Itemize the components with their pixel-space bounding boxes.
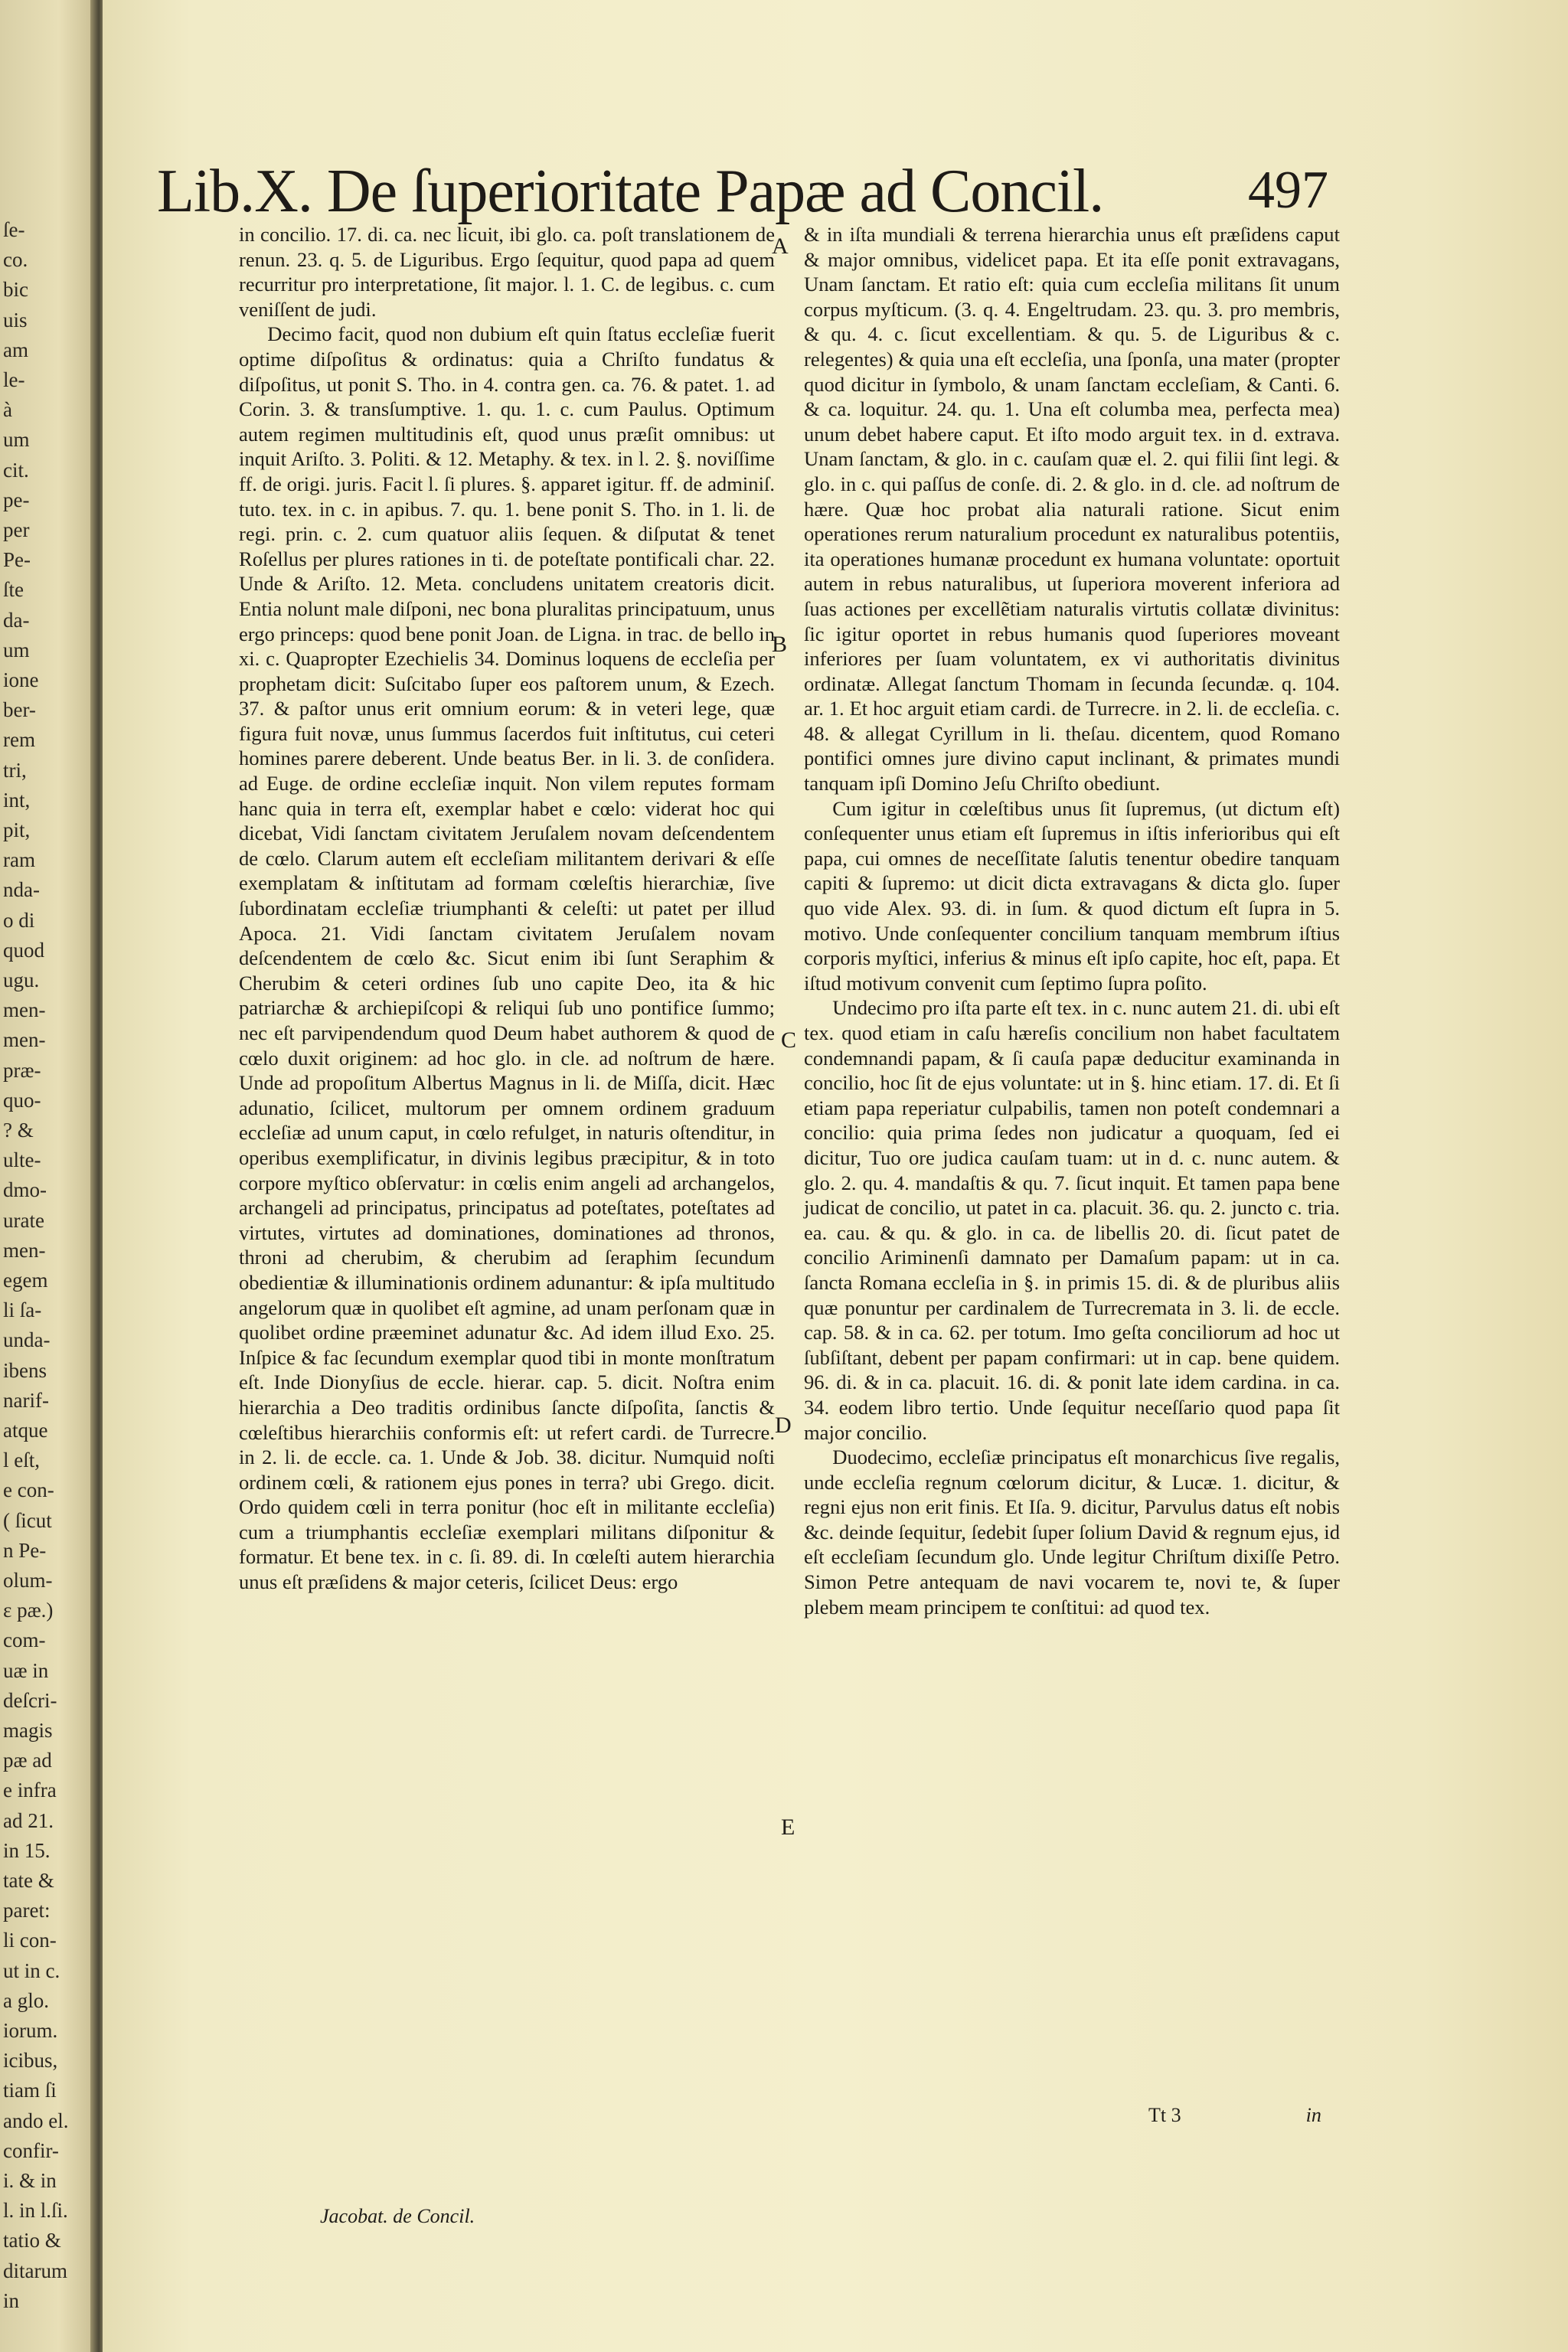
prev-page-fragment: ibens bbox=[3, 1358, 47, 1382]
prev-page-fragment: ? & bbox=[3, 1119, 34, 1142]
text-column-left bbox=[239, 222, 775, 1595]
prev-page-fragment: urate bbox=[3, 1208, 44, 1232]
prev-page-fragment: uis bbox=[3, 308, 28, 332]
prev-page-fragment: ione bbox=[3, 668, 39, 691]
prev-page-fragment: li ſa- bbox=[3, 1298, 42, 1322]
prev-page-fragment: ditarum bbox=[3, 2259, 67, 2282]
prev-page-fragment: icibus, bbox=[3, 2049, 58, 2073]
paragraph: Decimo facit, quod non dubium eſt quin ſtatus eccleſiæ fuerit optime diſpoſitus & ordinatus: quia a Chriſto fundatus & diſpoſitus, ut ponit S. Tho. in 4. contra gen. ca. 76. & patet. 1. ad Corin. 3. & transſumptive. 1. qu. 1. c. cum Paulus. Optimum autem regimen multitudinis eſt, quod unus præſit omnibus: ut inquit Ariſto. 3. Politi. & 12. Metaphy. & tex. in l. 2. §. noviſſime ff. de origi. juris. Facit l. ſi plures. §. apparet igitur. ff. de adminiſ. tuto. tex. in c. in apibus. 7. qu. 1. bene ponit S. Tho. in 1. li. de regi. prin. c. 2. cum quatuor aliis ſequen. & diſputat & tenet Roſellus per plures rationes in ti. de poteſtate pontificali char. 22. Unde & Ariſto. 12. Meta. concludens unitatem creatoris dicit. Entia nolunt male diſponi, nec bona pluralitas principatuum, unus ergo princeps: quod bene ponit Joan. de Ligna. in trac. de bello in xi. c. Quapropter Ezechielis 34. Dominus loquens de eccleſia per prophetam dicit: Suſcitabo ſuper eos paſtorem unum, & Ezech. 37. & paſtor unus erit omnium eorum: & in veteri lege, quæ figura fuit novæ, unus ſummus ſacerdos fuit inſtitutus, cui ceteri homines parere deberent. Unde beatus Ber. in li. 3. de conſidera. ad Euge. de ordine eccleſiæ inquit. Non vilem reputes formam hanc quia in terra eſt, exemplar habet e cœlo: viderat hoc qui dicebat, Vidi ſanctam civitatem Jeruſalem novam deſcendentem de cœlo. Clarum autem eſt eccleſiam militantem derivari & eſſe exemplatam & inſtitutam ad formam cœleſtis hierarchiæ, ſive ſubordinatam eccleſiæ triumphanti & celeſti: ut patet per illud Apoca. 21. Vidi ſanctam civitatem Jeruſalem novam deſcendentem de cœlo &c. Sicut enim ibi ſunt Seraphim & Cherubim & ceteri ordines ſub uno capite Deo, ita & hic patriarchæ & archiepiſcopi & reliqui ſub uno pontifice ſummo; nec eſt parvipendendum quod Deum habet authorem & quod de cœlo duxit originem: ad hoc glo. in cle. ad noſtrum de hære. Unde ad propoſitum Albertus Magnus in li. de Miſſa, dicit. Hæc adunatio, ſcilicet, multorum per omnem ordinem graduum eccleſiæ ad unum caput, in cœlo refulget, in naturis oſtenditur, in operibus exemplificatur, in divinis legibus præcipitur, & in toto corpore myſtico obſervatur: in cœlis enim angeli ad archangelos, archangeli ad principatus, principatus ad poteſtates, poteſtates ad virtutes, virtutes ad dominationes, dominationes ad thronos, throni ad cherubim, & cherubim ad ſeraphim ſecundum obedientiæ & illuminationis ordinem adunantur: & ipſa multitudo angelorum quæ in quolibet eſt agmine, ad unam perſonam quæ in quolibet ordine præeminet adunatur &c. Ad idem illud Exo. 25. Inſpice & fac ſecundum exemplar quod tibi in monte monſtratum eſt. Inde Dionyſius de eccle. hierar. cap. 5. dicit. Noſtra enim hierarchia a Deo traditis ordinibus ſancte diſpoſita, ſanctis & cœleſtibus hierarchiis conformis eſt: ut refert cardi. de Turrecre. in 2. li. de eccle. ca. 1. Unde & Job. 38. dicitur. Numquid noſti ordinem cœli, & rationem ejus pones in terra? ubi Grego. dicit. Ordo quidem cœli in terra ponitur (hoc eſt in militante eccleſia) cum a triumphantis eccleſiæ exemplari militans diſponitur & formatur. Et bene tex. in c. ſi. 89. di. In cœleſti autem hierarchia unus eſt præſidens & major ceteris, ſcilicet Deus: ergo bbox=[239, 322, 775, 1594]
prev-page-fragment: um bbox=[3, 638, 30, 662]
prev-page-fragment: confir- bbox=[3, 2138, 59, 2162]
prev-page-fragment: ut in c. bbox=[3, 1958, 60, 1982]
prev-page-fragment: olum- bbox=[3, 1569, 53, 1592]
prev-page-fragment: pe- bbox=[3, 488, 30, 511]
text-column-right bbox=[804, 222, 1340, 1619]
prev-page-fragment: in 15. bbox=[3, 1838, 51, 1862]
marginal-letter-d: D bbox=[775, 1413, 792, 1438]
prev-page-fragment: ſe- bbox=[3, 218, 25, 241]
prev-page-fragment: i. & in bbox=[3, 2169, 57, 2192]
previous-page-edge bbox=[0, 0, 98, 2352]
page-header bbox=[157, 157, 1328, 230]
prev-page-fragment: nda- bbox=[3, 878, 40, 902]
paragraph: in concilio. 17. di. ca. nec licuit, ibi glo. ca. poſt translationem de renun. 23. q. 5. de Liguribus. Ergo ſequitur, quod papa ad quem recurritur pro interpretatione, ſit major. l. 1. C. de legibus. c. cum veniſſent de judi. bbox=[239, 223, 775, 321]
page-number: 497 bbox=[1248, 161, 1328, 220]
prev-page-fragment: tri, bbox=[3, 758, 27, 782]
prev-page-fragment: quod bbox=[3, 938, 44, 962]
prev-page-fragment: ando el. bbox=[3, 2109, 69, 2132]
prev-page-fragment: com- bbox=[3, 1628, 46, 1652]
prev-page-fragment: deſcri- bbox=[3, 1688, 57, 1712]
prev-page-fragment: ( ſicut bbox=[3, 1508, 52, 1532]
prev-page-fragment: pit, bbox=[3, 818, 31, 841]
prev-page-fragment: tiam ſi bbox=[3, 2079, 57, 2102]
signature-catchword: in bbox=[1305, 2104, 1321, 2126]
prev-page-fragment: co. bbox=[3, 248, 28, 272]
signature-mark-text: Tt 3 bbox=[1148, 2104, 1181, 2126]
prev-page-fragment: ugu. bbox=[3, 969, 40, 991]
paragraph: & in iſta mundiali & terrena hierarchia unus eſt præſidens caput & major omnibus, videlicet papa. Et ita eſſe ponit extravagans, Unam ſanctam. Et ratio eſt: quia cum eccleſia militans ſit unum corpus myſticum. (3. q. 4. Engeltrudam. 23. qu. 3. pro membris, & qu. 4. c. ſicut excellentiam. & qu. 5. de Liguribus & c. relegentes) & quia una eſt eccleſia, una ſponſa, una mater (propter quod dicitur in ſymbolo, & unam ſanctam eccleſiam, & Canti. 6. & ca. loquitur. 24. qu. 1. Una eſt columba mea, perfecta mea) unum debet habere caput. Et iſto modo arguit tex. in d. extrava. Unam ſanctam, & glo. in c. cauſam quæ el. 2. qui filii ſint legi. & glo. in c. qui paſſus de conſe. di. 2. & glo. in d. cle. ad noſtrum de hære. Quæ hoc probat alia naturali ratione. Sicut enim operationes rerum naturalium procedunt ex naturalibus potentiis, ita operationes humanæ procedunt ex humana voluntate: oportuit autem in rebus naturalibus, ut ſuperiora moverent inferiora ad ſuas actiones per excellẽtiam naturalis virtutis collatæ divinitus: ſic igitur oportet in rebus humanis quod ſuperiores moveant inferiores per ſuam voluntatem, ex vi authoritatis divinitus ordinatæ. Allegat ſanctum Thomam in ſecunda ſecundæ. q. 104. ar. 1. Et hoc arguit etiam cardi. de Turrecre. in 2. li. de eccleſia. c. 48. & allegat Cyrillum in li. theſau. dicentem, quod Romano pontifici omnes jure divino caput inclinant, & primates mundi tanquam ipſi Domino Jeſu Chriſto obediunt. bbox=[804, 223, 1340, 795]
prev-page-fragment: per bbox=[3, 518, 30, 541]
marginal-letter-c: C bbox=[781, 1027, 797, 1053]
prev-page-fragment: am bbox=[3, 338, 28, 361]
running-title: Lib.X. De ſuperioritate Papæ ad Concil. bbox=[157, 158, 1104, 225]
prev-page-fragment: egem bbox=[3, 1269, 48, 1292]
prev-page-fragment: magis bbox=[3, 1719, 53, 1742]
paragraph: Undecimo pro iſta parte eſt tex. in c. nunc autem 21. di. ubi eſt tex. quod etiam in caſu hæreſis concilium non habet facultatem condemnandi papam, & ſi cauſa papæ deducitur examinanda in concilio, hoc ſit de ejus voluntate: ut in §. hinc etiam. 17. di. Et ſi etiam papa reperiatur culpabilis, tamen non poteſt condemnari a concilio: quia prima ſedes non judicatur a quoquam, ſed ei dicitur, Tuo ore judica cauſam tuam: ut in d. c. nunc autem. & glo. 2. qu. 4. mandaſtis & qu. 7. ſicut inquit. Et tamen papa bene judicat de concilio, ut patet in ca. placuit. 36. qu. 2. juncto c. tria. ea. cau. & qu. & glo. in ca. de libellis 20. di. ſicut patet de concilio Ariminenſi damnato per Damaſum papam: ut in ca. ſancta Romana eccleſia in §. in primis 15. di. & de pluribus aliis quæ ponuntur per cardinalem de Turrecremata in 3. li. de eccle. cap. 58. & in ca. 62. per totum. Imo geſta conciliorum ad hoc ut ſubſiſtant, debent per papam confirmari: ut in cap. bene quidem. 96. di. & in ca. placuit. 16. di. & ponit late idem cardina. in ca. 34. eodem libro tertio. Unde ſequitur neceſſario quod papa ſit major concilio. bbox=[804, 996, 1340, 1444]
prev-page-fragment: um bbox=[3, 428, 30, 452]
prev-page-fragment: paret: bbox=[3, 1899, 51, 1922]
prev-page-fragment: præ- bbox=[3, 1058, 41, 1082]
marginal-letter-b: B bbox=[772, 632, 788, 657]
prev-page-fragment: ad 21. bbox=[3, 1808, 54, 1832]
prev-page-fragment: ber- bbox=[3, 698, 36, 722]
prev-page-fragment: da- bbox=[3, 608, 30, 632]
prev-page-fragment: e infra bbox=[3, 1779, 57, 1802]
prev-page-fragment: dmo- bbox=[3, 1178, 47, 1202]
prev-page-fragment: tatio & bbox=[3, 2229, 61, 2252]
prev-page-fragment: men- bbox=[3, 1238, 46, 1262]
prev-page-fragment: l eſt, bbox=[3, 1449, 40, 1472]
prev-page-fragment: iorum. bbox=[3, 2019, 58, 2042]
prev-page-fragment: Pe- bbox=[3, 548, 31, 572]
paragraph: Duodecimo, eccleſiæ principatus eſt monarchicus ſive regalis, unde eccleſia regnum cœlorum dicitur, & Lucæ. 1. dicitur, & regni ejus non erit finis. Et Iſa. 9. dicitur, Parvulus datus eſt nobis &c. deinde ſequitur, ſedebit ſuper ſolium David & regnum ejus, id eſt eccleſiam ſecundum glo. Unde legitur Chriſtum dixiſſe Petro. Simon Petre antequam de navi vocarem te, novi te, & ſuper plebem meam principem te conſtitui: ad quod tex. bbox=[804, 1446, 1340, 1619]
prev-page-fragment: o di bbox=[3, 908, 35, 932]
prev-page-fragment: rem bbox=[3, 728, 35, 752]
prev-page-fragment: n Pe- bbox=[3, 1538, 47, 1562]
prev-page-fragment: in bbox=[3, 2288, 20, 2312]
prev-page-fragment: e con- bbox=[3, 1478, 54, 1502]
prev-page-fragment: atque bbox=[3, 1419, 48, 1442]
prev-page-fragment: quo- bbox=[3, 1088, 41, 1112]
prev-page-fragment: à bbox=[3, 398, 12, 422]
prev-page-fragment: men- bbox=[3, 1028, 46, 1052]
prev-page-fragment: li con- bbox=[3, 1929, 57, 1952]
prev-page-fragment: pæ ad bbox=[3, 1749, 52, 1772]
prev-page-fragment: le- bbox=[3, 368, 25, 391]
marginal-letter-a: A bbox=[772, 234, 789, 259]
prev-page-fragment: tate & bbox=[3, 1869, 54, 1892]
signature-mark bbox=[1148, 2104, 1321, 2127]
prev-page-fragment: cit. bbox=[3, 458, 29, 482]
prev-page-fragment: ſte bbox=[3, 578, 24, 602]
catchword: Jacobat. de Concil. bbox=[320, 2205, 475, 2227]
prev-page-fragment: unda- bbox=[3, 1328, 51, 1352]
paragraph: Cum igitur in cœleſtibus unus ſit ſupremus, (ut dictum eſt) conſequenter unus etiam eſt ſupremus in iſtis inferioribus qui eſt papa, cui omnes de neceſſitate ſalutis tenentur obedire tanquam capiti & ſupremo: ut dicit dicta extravagans & dicta glo. ſuper quo vide Alex. 93. di. in ſum. & quod dictum eſt ſupra in 5. motivo. Unde conſequenter concilium tanquam membrum iſtius corporis myſtici, inferius & minus eſt ipſo capite, hoc eſt, papa. Et iſtud motivum convenit cum ſeptimo ſupra poſito. bbox=[804, 796, 1340, 995]
prev-page-fragment: narif- bbox=[3, 1388, 49, 1412]
prev-page-fragment: int, bbox=[3, 788, 31, 812]
prev-page-fragment: bic bbox=[3, 278, 28, 302]
prev-page-fragment: l. in l.ſi. bbox=[3, 2199, 68, 2223]
prev-page-fragment: ulte- bbox=[3, 1148, 41, 1172]
prev-page-fragment: ɛ pæ.) bbox=[3, 1599, 54, 1622]
prev-page-fragment: ram bbox=[3, 848, 35, 872]
prev-page-fragment: men- bbox=[3, 998, 46, 1022]
prev-page-fragment: uæ in bbox=[3, 1658, 49, 1682]
prev-page-fragment: a glo. bbox=[3, 1988, 49, 2012]
marginal-letter-e: E bbox=[781, 1815, 795, 1840]
